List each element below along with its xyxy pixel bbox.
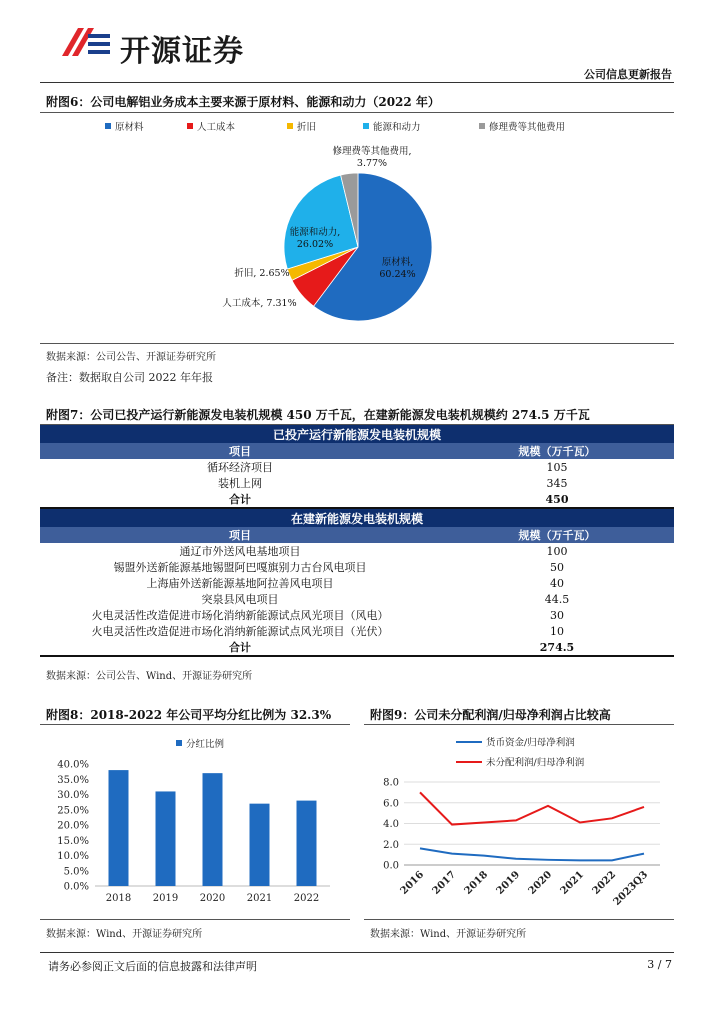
fig8-bar: [203, 773, 223, 886]
fig6-slice-value: 3.77%: [356, 158, 388, 169]
fig8-bar-chart: [40, 728, 350, 918]
fig6-slice-label: 人工成本, 7.31%: [222, 298, 297, 309]
table-cell-value: 10: [550, 624, 564, 638]
fig6-legend-label: 修理费等其他费用: [489, 122, 566, 133]
fig6-legend-swatch: [105, 123, 111, 129]
fig8-y-tick: 35.0%: [57, 774, 89, 786]
table-row: [40, 591, 674, 607]
fig9-x-tick: 2022: [590, 869, 619, 897]
fig9-y-tick: 6.0: [383, 798, 399, 810]
fig9-x-tick: 2020: [526, 869, 555, 897]
table-row: [40, 607, 674, 623]
fig6-slice-value: 60.24%: [379, 269, 416, 280]
fig9-legend-label: 未分配利润/归母净利润: [486, 757, 585, 769]
fig6-slice-label: [312, 146, 432, 170]
company-name: 开源证券: [120, 34, 244, 69]
table-section-title: 在建新能源发电装机规模: [40, 508, 674, 527]
fig6-source: 数据来源：公司公告、开源证券研究所: [46, 352, 216, 363]
fig6-slice-name: 能源和动力,: [289, 227, 341, 238]
table-cell-value: 30: [550, 608, 564, 622]
fig8-y-tick: 0.0%: [63, 881, 89, 893]
fig9-legend-label: 货币资金/归母净利润: [486, 737, 575, 749]
logo-mark-icon: [58, 18, 118, 68]
fig9-x-tick: 2018: [462, 869, 491, 897]
fig9-y-tick: 4.0: [383, 819, 399, 830]
fig6-slice-name: 修理费等其他费用,: [332, 146, 412, 157]
fig8-x-tick: 2018: [105, 893, 132, 904]
fig8-bar: [297, 801, 317, 886]
fig6-legend-label: 折旧: [297, 122, 317, 133]
table-total-row: [40, 639, 674, 656]
fig6-legend-item: [187, 119, 235, 133]
table-header-row: [40, 527, 674, 543]
fig8-bar: [250, 804, 270, 886]
page-number: 3 / 7: [647, 958, 672, 971]
report-type: 公司信息更新报告: [584, 68, 672, 81]
fig6-legend: [105, 119, 665, 135]
fig8-bar: [156, 791, 176, 886]
table-section-row: [40, 425, 674, 443]
table-total-label: 合计: [40, 491, 440, 508]
table-cell-item: 装机上网: [218, 477, 262, 490]
fig6-legend-label: 能源和动力: [373, 122, 421, 133]
table-total-row: [40, 491, 674, 508]
fig8-y-tick: 30.0%: [57, 790, 89, 801]
fig6-slice-label: [285, 227, 345, 251]
table-cell-value: 105: [546, 460, 568, 474]
fig9-series-line: [420, 792, 644, 824]
fig6-legend-item: [363, 119, 421, 133]
fig9-y-tick: 2.0: [383, 839, 399, 851]
fig9-y-tick: 0.0: [383, 860, 399, 872]
fig9-x-tick: 2023Q3: [611, 869, 651, 908]
fig7-capacity-table: [40, 425, 674, 657]
table-total-value: 450: [440, 491, 674, 508]
fig9-x-tick: 2016: [398, 869, 427, 897]
table-cell-item: 通辽市外送风电基地项目: [179, 545, 301, 558]
fig6-slice-label: 折旧, 2.65%: [234, 268, 290, 279]
fig6-slice-value: 26.02%: [296, 239, 334, 250]
table-row: [40, 459, 674, 475]
fig8-legend-swatch: [176, 740, 182, 746]
fig8-legend-label: 分红比例: [186, 739, 225, 750]
fig6-legend-item: [479, 119, 565, 133]
table-row: [40, 559, 674, 575]
fig8-y-tick: 20.0%: [57, 820, 89, 832]
fig9-series-line: [420, 848, 644, 860]
fig6-legend-label: 原材料: [115, 122, 144, 133]
fig9-title: 附图9：公司未分配利润/归母净利润占比较高: [370, 708, 611, 722]
table-cell-value: 50: [550, 560, 564, 574]
table-total-label: 合计: [40, 639, 440, 656]
fig6-note: 备注：数据取自公司 2022 年年报: [46, 371, 213, 384]
table-cell-item: 火电灵活性改造促进市场化消纳新能源试点风光项目（风电）: [91, 609, 389, 622]
fig8-bar: [109, 770, 129, 886]
table-cell-item: 火电灵活性改造促进市场化消纳新能源试点风光项目（光伏）: [91, 625, 389, 638]
table-row: [40, 475, 674, 491]
fig8-y-tick: 25.0%: [57, 805, 89, 817]
table-total-value: 274.5: [440, 639, 674, 656]
table-cell-item: 上海庙外送新能源基地阿拉善风电项目: [146, 577, 334, 590]
table-cell-item: 循环经济项目: [207, 461, 273, 474]
fig9-bottom-rule: [364, 919, 674, 920]
fig8-bottom-rule: [40, 919, 350, 920]
table-section-title: 已投产运行新能源发电装机规模: [40, 425, 674, 443]
fig6-pie-chart: [200, 140, 520, 340]
fig6-legend-swatch: [187, 123, 193, 129]
fig8-x-tick: 2019: [152, 893, 179, 904]
fig6-legend-item: [105, 119, 144, 133]
fig6-legend-swatch: [363, 123, 369, 129]
fig8-x-tick: 2022: [293, 893, 320, 904]
fig9-source: 数据来源：Wind、开源证券研究所: [370, 929, 527, 940]
fig9-y-tick: 8.0: [383, 777, 399, 789]
table-section-row: [40, 508, 674, 527]
fig6-title: 附图6：公司电解铝业务成本主要来源于原材料、能源和动力（2022 年）: [46, 95, 440, 109]
fig8-top-rule: [40, 724, 350, 725]
table-cell-value: 44.5: [544, 592, 570, 606]
fig6-legend-swatch: [287, 123, 293, 129]
fig9-line-chart: [364, 728, 674, 918]
fig6-slice-label: [370, 257, 425, 281]
fig6-legend-swatch: [479, 123, 485, 129]
table-row: [40, 623, 674, 639]
table-row: [40, 543, 674, 559]
table-cell-item: 突泉县风电项目: [201, 593, 279, 606]
footer-disclaimer: 请务必参阅正文后面的信息披露和法律声明: [48, 960, 257, 973]
fig6-bottom-rule: [40, 343, 674, 344]
table-row: [40, 575, 674, 591]
fig8-source: 数据来源：Wind、开源证券研究所: [46, 929, 203, 940]
table-header-value: 规模（万千瓦）: [440, 443, 674, 459]
fig8-y-tick: 40.0%: [57, 759, 89, 771]
fig7-title: 附图7：公司已投产运行新能源发电装机规模 450 万千瓦，在建新能源发电装机规模约 274.5 万千瓦: [46, 408, 590, 422]
header-divider: [40, 82, 674, 83]
fig8-y-tick: 5.0%: [63, 866, 89, 878]
fig6-slice-name: 原材料,: [381, 257, 414, 268]
footer-divider: [40, 952, 674, 953]
fig8-title: 附图8：2018-2022 年公司平均分红比例为 32.3%: [46, 708, 332, 722]
fig8-y-tick: 10.0%: [57, 851, 89, 862]
fig9-top-rule: [364, 724, 674, 725]
fig6-legend-label: 人工成本: [197, 122, 236, 133]
table-cell-value: 345: [546, 476, 568, 490]
table-cell-value: 100: [546, 544, 568, 558]
table-cell-value: 40: [550, 576, 564, 590]
table-cell-item: 锡盟外送新能源基地锡盟阿巴嘎旗别力古台风电项目: [113, 561, 367, 574]
fig9-x-tick: 2019: [494, 869, 523, 897]
fig9-x-tick: 2021: [558, 869, 587, 897]
fig7-source: 数据来源：公司公告、Wind、开源证券研究所: [46, 671, 253, 682]
table-header-row: [40, 443, 674, 459]
fig6-legend-item: [287, 119, 316, 133]
table-header-value: 规模（万千瓦）: [440, 527, 674, 543]
fig6-top-rule: [40, 112, 674, 113]
fig9-x-tick: 2017: [430, 869, 459, 897]
fig8-y-tick: 15.0%: [57, 835, 89, 847]
fig8-x-tick: 2020: [199, 893, 226, 904]
table-header-item: 项目: [40, 527, 440, 543]
table-header-item: 项目: [40, 443, 440, 459]
fig8-x-tick: 2021: [246, 893, 273, 904]
